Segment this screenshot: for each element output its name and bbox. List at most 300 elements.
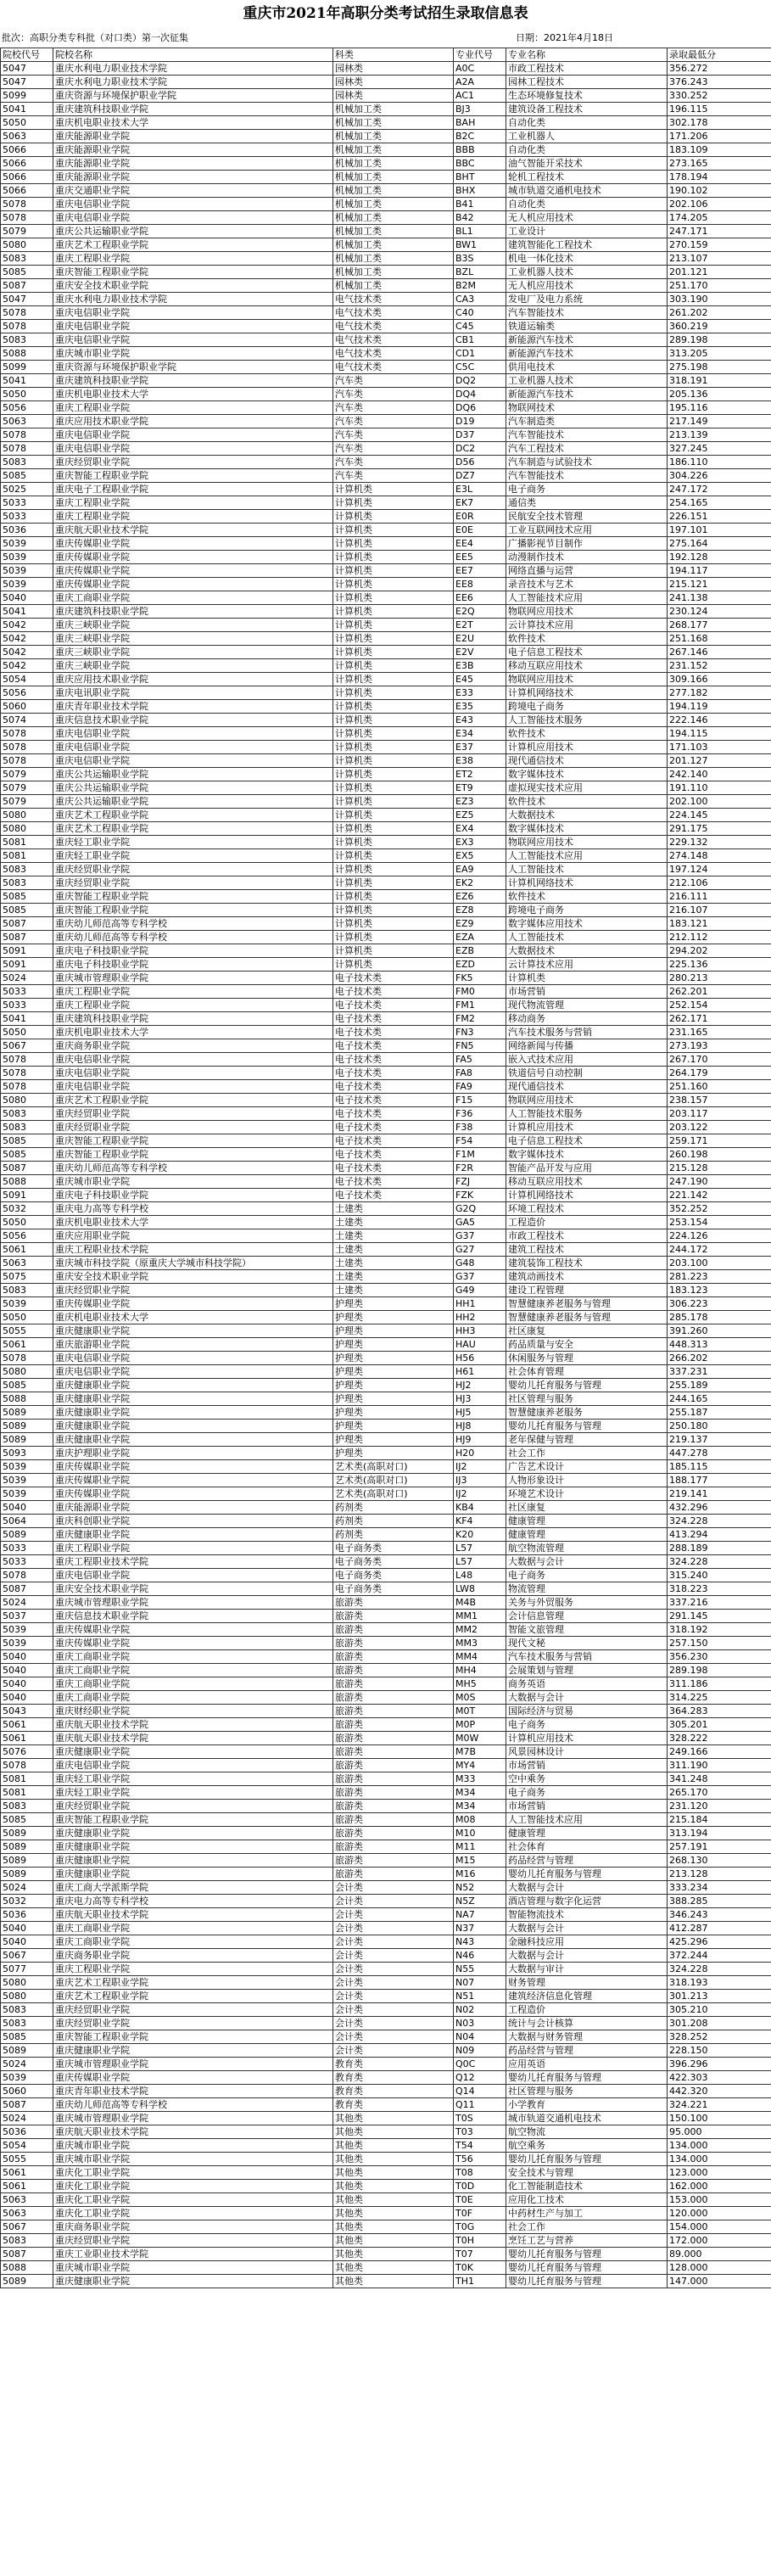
major-name-cell: 智慧健康养老服务与管理: [506, 1311, 668, 1324]
school-code-cell: 5088: [1, 1392, 53, 1406]
category-cell: 会计类: [333, 1963, 454, 1976]
table-row: [1, 2275, 771, 2288]
table-row: [1, 1922, 771, 1935]
school-name-cell: 重庆工商职业学院: [53, 1650, 333, 1664]
min-score-cell: 224.145: [668, 809, 771, 822]
category-cell: 汽车类: [333, 442, 454, 456]
major-code-cell: E45: [454, 673, 506, 686]
table-row: [1, 1067, 771, 1080]
major-code-cell: ET2: [454, 768, 506, 781]
min-score-cell: 289.198: [668, 1664, 771, 1677]
school-name-cell: 重庆商务职业学院: [53, 1949, 333, 1963]
table-row: [1, 1610, 771, 1623]
table-row: [1, 320, 771, 333]
school-name-cell: 重庆幼儿师范高等专科学校: [53, 931, 333, 944]
min-score-cell: 274.148: [668, 849, 771, 863]
school-code-cell: 5080: [1, 809, 53, 822]
school-code-cell: 5089: [1, 1868, 53, 1881]
major-name-cell: 社会体育管理: [506, 1365, 668, 1379]
major-name-cell: 汽车智能技术: [506, 469, 668, 483]
min-score-cell: 262.171: [668, 1012, 771, 1026]
major-code-cell: N5Z: [454, 1895, 506, 1908]
major-name-cell: 物流管理: [506, 1582, 668, 1596]
major-code-cell: FN3: [454, 1026, 506, 1039]
table-row: [1, 456, 771, 469]
school-name-cell: 重庆电信职业学院: [53, 198, 333, 211]
major-code-cell: ET9: [454, 781, 506, 795]
min-score-cell: 301.213: [668, 1990, 771, 2003]
category-cell: 教育类: [333, 2085, 454, 2098]
major-code-cell: EE5: [454, 551, 506, 564]
school-code-cell: 5024: [1, 2112, 53, 2125]
min-score-cell: 291.145: [668, 1610, 771, 1623]
school-name-cell: 重庆健康职业学院: [53, 1406, 333, 1420]
category-cell: 电子技术类: [333, 1012, 454, 1026]
major-name-cell: 中药材生产与加工: [506, 2207, 668, 2220]
table-row: [1, 211, 771, 225]
table-row: [1, 1189, 771, 1202]
school-code-cell: 5042: [1, 619, 53, 632]
table-row: [1, 2248, 771, 2261]
table-row: [1, 2017, 771, 2030]
min-score-cell: 195.116: [668, 401, 771, 415]
school-name-cell: 重庆电信职业学院: [53, 754, 333, 768]
table-row: [1, 306, 771, 320]
school-code-cell: 5091: [1, 944, 53, 958]
school-name-cell: 重庆航天职业技术学院: [53, 524, 333, 537]
major-name-cell: 计算机应用技术: [506, 1732, 668, 1745]
major-code-cell: FZJ: [454, 1175, 506, 1189]
school-code-cell: 5032: [1, 1895, 53, 1908]
school-name-cell: 重庆水利电力职业技术学院: [53, 76, 333, 89]
school-code-cell: 5066: [1, 171, 53, 184]
school-code-cell: 5041: [1, 103, 53, 116]
category-cell: 计算机类: [333, 741, 454, 754]
major-code-cell: N03: [454, 2017, 506, 2030]
school-name-cell: 重庆应用技术职业学院: [53, 673, 333, 686]
category-cell: 其他类: [333, 2166, 454, 2180]
school-code-cell: 5039: [1, 1460, 53, 1474]
major-name-cell: 电子商务: [506, 483, 668, 496]
school-name-cell: 重庆电子工程职业学院: [53, 483, 333, 496]
school-code-cell: 5056: [1, 401, 53, 415]
category-cell: 计算机类: [333, 578, 454, 591]
min-score-cell: 294.202: [668, 944, 771, 958]
min-score-cell: 260.198: [668, 1148, 771, 1162]
category-cell: 电子技术类: [333, 1039, 454, 1053]
table-row: [1, 551, 771, 564]
table-row: [1, 1528, 771, 1542]
major-name-cell: 发电厂及电力系统: [506, 293, 668, 306]
min-score-cell: 251.170: [668, 279, 771, 293]
category-cell: 电子技术类: [333, 1148, 454, 1162]
school-code-cell: 5024: [1, 1596, 53, 1610]
school-name-cell: 重庆健康职业学院: [53, 1868, 333, 1881]
category-cell: 会计类: [333, 2017, 454, 2030]
min-score-cell: 185.115: [668, 1460, 771, 1474]
major-code-cell: T56: [454, 2153, 506, 2166]
school-code-cell: 5050: [1, 1026, 53, 1039]
school-code-cell: 5079: [1, 225, 53, 238]
school-name-cell: 重庆健康职业学院: [53, 1528, 333, 1542]
min-score-cell: 178.194: [668, 171, 771, 184]
major-code-cell: B2C: [454, 130, 506, 143]
category-cell: 土建类: [333, 1284, 454, 1297]
major-name-cell: 工业互联网技术应用: [506, 524, 668, 537]
category-cell: 机械加工类: [333, 103, 454, 116]
category-cell: 汽车类: [333, 388, 454, 401]
table-row: [1, 1338, 771, 1352]
min-score-header: 录取最低分: [668, 48, 771, 62]
school-code-cell: 5087: [1, 1162, 53, 1175]
school-code-cell: 5061: [1, 1338, 53, 1352]
school-name-cell: 重庆机电职业技术大学: [53, 1026, 333, 1039]
school-name-cell: 重庆航天职业技术学院: [53, 1908, 333, 1922]
school-name-cell: 重庆旅游职业学院: [53, 1338, 333, 1352]
school-code-cell: 5083: [1, 333, 53, 347]
table-row: [1, 1392, 771, 1406]
category-cell: 园林类: [333, 89, 454, 103]
table-row: [1, 1270, 771, 1284]
school-name-cell: 重庆城市科技学院（原重庆大学城市科技学院）: [53, 1257, 333, 1270]
school-name-cell: 重庆航天职业技术学院: [53, 1718, 333, 1732]
min-score-cell: 324.228: [668, 1963, 771, 1976]
category-cell: 护理类: [333, 1447, 454, 1460]
min-score-cell: 425.296: [668, 1935, 771, 1949]
school-name-cell: 重庆智能工程职业学院: [53, 1148, 333, 1162]
school-name-cell: 重庆航天职业技术学院: [53, 1732, 333, 1745]
min-score-cell: 264.179: [668, 1067, 771, 1080]
major-code-cell: T0F: [454, 2207, 506, 2220]
category-cell: 机械加工类: [333, 184, 454, 198]
category-cell: 电子技术类: [333, 985, 454, 999]
category-cell: 其他类: [333, 2193, 454, 2207]
major-name-cell: 烹饪工艺与营养: [506, 2234, 668, 2248]
major-name-cell: 人工智能技术应用: [506, 849, 668, 863]
school-name-cell: 重庆工商大学派斯学院: [53, 1881, 333, 1895]
table-row: [1, 632, 771, 646]
category-cell: 旅游类: [333, 1677, 454, 1691]
table-row: [1, 1243, 771, 1257]
school-name-cell: 重庆机电职业技术大学: [53, 116, 333, 130]
school-name-cell: 重庆应用职业学院: [53, 1229, 333, 1243]
major-name-cell: 物联网应用技术: [506, 836, 668, 849]
category-cell: 艺术类(高职对口): [333, 1474, 454, 1487]
table-row: [1, 1229, 771, 1243]
category-cell: 计算机类: [333, 714, 454, 727]
school-code-cell: 5037: [1, 1610, 53, 1623]
major-name-cell: 网络新闻与传播: [506, 1039, 668, 1053]
category-cell: 旅游类: [333, 1854, 454, 1868]
category-cell: 旅游类: [333, 1705, 454, 1718]
school-code-cell: 5087: [1, 917, 53, 931]
min-score-cell: 183.123: [668, 1284, 771, 1297]
category-cell: 会计类: [333, 1908, 454, 1922]
table-row: [1, 483, 771, 496]
min-score-cell: 154.000: [668, 2220, 771, 2234]
major-code-cell: F38: [454, 1121, 506, 1134]
school-code-cell: 5091: [1, 958, 53, 972]
major-code-cell: G37: [454, 1229, 506, 1243]
category-cell: 会计类: [333, 2044, 454, 2058]
school-code-cell: 5085: [1, 266, 53, 279]
major-code-cell: E35: [454, 700, 506, 714]
min-score-cell: 150.100: [668, 2112, 771, 2125]
category-cell: 电子商务类: [333, 1542, 454, 1555]
min-score-cell: 267.146: [668, 646, 771, 659]
school-name-cell: 重庆工程职业技术学院: [53, 1243, 333, 1257]
major-name-cell: 健康管理: [506, 1827, 668, 1840]
table-row: [1, 2125, 771, 2139]
table-row: [1, 2030, 771, 2044]
major-code-cell: T0H: [454, 2234, 506, 2248]
major-name-cell: 大数据与会计: [506, 1881, 668, 1895]
school-name-cell: 重庆电力高等专科学校: [53, 1895, 333, 1908]
min-score-cell: 318.223: [668, 1582, 771, 1596]
major-name-cell: 新能源汽车技术: [506, 347, 668, 361]
table-row: [1, 591, 771, 605]
major-name-cell: 风景园林设计: [506, 1745, 668, 1759]
school-name-cell: 重庆商务职业学院: [53, 1039, 333, 1053]
table-row: [1, 1596, 771, 1610]
min-score-cell: 188.177: [668, 1474, 771, 1487]
school-code-cell: 5087: [1, 931, 53, 944]
min-score-cell: 289.198: [668, 333, 771, 347]
school-name-cell: 重庆安全技术职业学院: [53, 1582, 333, 1596]
major-name-cell: 数字媒体技术: [506, 768, 668, 781]
min-score-cell: 244.172: [668, 1243, 771, 1257]
school-name-cell: 重庆传媒职业学院: [53, 1297, 333, 1311]
category-cell: 计算机类: [333, 822, 454, 836]
school-name-cell: 重庆传媒职业学院: [53, 1474, 333, 1487]
min-score-cell: 396.296: [668, 2058, 771, 2071]
min-score-cell: 324.228: [668, 1515, 771, 1528]
min-score-cell: 203.117: [668, 1107, 771, 1121]
min-score-cell: 270.159: [668, 238, 771, 252]
category-cell: 计算机类: [333, 768, 454, 781]
table-row: [1, 293, 771, 306]
school-code-cell: 5033: [1, 496, 53, 510]
table-row: [1, 333, 771, 347]
school-name-cell: 重庆城市管理职业学院: [53, 1596, 333, 1610]
major-name-cell: 软件技术: [506, 795, 668, 809]
school-name-cell: 重庆电信职业学院: [53, 211, 333, 225]
major-code-cell: F36: [454, 1107, 506, 1121]
category-cell: 园林类: [333, 76, 454, 89]
min-score-cell: 238.157: [668, 1094, 771, 1107]
school-code-cell: 5080: [1, 1365, 53, 1379]
min-score-cell: 194.119: [668, 700, 771, 714]
major-name-cell: 电子信息工程技术: [506, 646, 668, 659]
school-code-cell: 5042: [1, 632, 53, 646]
major-code-cell: E2Q: [454, 605, 506, 619]
category-cell: 计算机类: [333, 754, 454, 768]
category-cell: 土建类: [333, 1229, 454, 1243]
school-code-cell: 5047: [1, 62, 53, 76]
school-name-cell: 重庆艺术工程职业学院: [53, 1976, 333, 1990]
min-score-cell: 288.189: [668, 1542, 771, 1555]
min-score-cell: 162.000: [668, 2180, 771, 2193]
table-row: [1, 143, 771, 157]
school-code-cell: 5040: [1, 1650, 53, 1664]
major-name-cell: 广告艺术设计: [506, 1460, 668, 1474]
major-code-cell: N04: [454, 2030, 506, 2044]
table-row: [1, 252, 771, 266]
major-code-cell: T0E: [454, 2193, 506, 2207]
school-code-cell: 5039: [1, 578, 53, 591]
major-name-cell: 动漫制作技术: [506, 551, 668, 564]
major-code-cell: BJ3: [454, 103, 506, 116]
school-name-cell: 重庆电信职业学院: [53, 1053, 333, 1067]
table-row: [1, 1895, 771, 1908]
min-score-cell: 432.296: [668, 1501, 771, 1515]
min-score-cell: 268.177: [668, 619, 771, 632]
min-score-cell: 183.109: [668, 143, 771, 157]
min-score-cell: 244.165: [668, 1392, 771, 1406]
table-row: [1, 415, 771, 428]
min-score-cell: 254.165: [668, 496, 771, 510]
table-row: [1, 700, 771, 714]
major-code-cell: LW8: [454, 1582, 506, 1596]
major-name-cell: 跨境电子商务: [506, 700, 668, 714]
min-score-cell: 305.210: [668, 2003, 771, 2017]
major-name-cell: 金融科技应用: [506, 1935, 668, 1949]
school-name-cell: 重庆健康职业学院: [53, 2044, 333, 2058]
table-row: [1, 1691, 771, 1705]
school-code-cell: 5040: [1, 1922, 53, 1935]
major-name-cell: 汽车智能技术: [506, 306, 668, 320]
category-cell: 计算机类: [333, 795, 454, 809]
min-score-cell: 259.171: [668, 1134, 771, 1148]
school-name-cell: 重庆传媒职业学院: [53, 1637, 333, 1650]
school-name-cell: 重庆智能工程职业学院: [53, 1813, 333, 1827]
major-code-cell: EE7: [454, 564, 506, 578]
major-code-cell: T08: [454, 2166, 506, 2180]
school-code-cell: 5040: [1, 1935, 53, 1949]
min-score-cell: 226.151: [668, 510, 771, 524]
min-score-cell: 186.110: [668, 456, 771, 469]
table-row: [1, 741, 771, 754]
major-name-cell: 自动化类: [506, 116, 668, 130]
major-code-cell: T0D: [454, 2180, 506, 2193]
category-cell: 旅游类: [333, 1610, 454, 1623]
min-score-cell: 120.000: [668, 2207, 771, 2220]
min-score-cell: 215.121: [668, 578, 771, 591]
min-score-cell: 448.313: [668, 1338, 771, 1352]
major-code-cell: MM1: [454, 1610, 506, 1623]
table-row: [1, 1963, 771, 1976]
category-cell: 计算机类: [333, 809, 454, 822]
major-name-cell: 现代通信技术: [506, 1080, 668, 1094]
table-row: [1, 469, 771, 483]
school-code-cell: 5040: [1, 591, 53, 605]
category-cell: 计算机类: [333, 510, 454, 524]
major-name-cell: 市场营销: [506, 1800, 668, 1813]
major-code-cell: N43: [454, 1935, 506, 1949]
table-row: [1, 2085, 771, 2098]
school-name-cell: 重庆城市职业学院: [53, 2139, 333, 2153]
school-code-cell: 5093: [1, 1447, 53, 1460]
table-row: [1, 1759, 771, 1772]
school-code-cell: 5085: [1, 1813, 53, 1827]
category-cell: 护理类: [333, 1392, 454, 1406]
min-score-cell: 231.165: [668, 1026, 771, 1039]
major-name-cell: 轮机工程技术: [506, 171, 668, 184]
category-cell: 机械加工类: [333, 238, 454, 252]
major-code-cell: HH2: [454, 1311, 506, 1324]
table-row: [1, 1908, 771, 1922]
major-code-cell: D19: [454, 415, 506, 428]
school-code-cell: 5039: [1, 1637, 53, 1650]
category-cell: 机械加工类: [333, 171, 454, 184]
table-row: [1, 1555, 771, 1569]
major-code-cell: E43: [454, 714, 506, 727]
school-name-cell: 重庆智能工程职业学院: [53, 904, 333, 917]
min-score-cell: 356.230: [668, 1650, 771, 1664]
major-name-cell: 无人机应用技术: [506, 211, 668, 225]
major-name-cell: 大数据与财务管理: [506, 2030, 668, 2044]
min-score-cell: 313.205: [668, 347, 771, 361]
table-row: [1, 1542, 771, 1555]
min-score-cell: 250.180: [668, 1420, 771, 1433]
major-name-cell: 人工智能技术服务: [506, 714, 668, 727]
category-cell: 电子技术类: [333, 999, 454, 1012]
school-name-cell: 重庆机电职业技术大学: [53, 1311, 333, 1324]
major-code-cell: FM0: [454, 985, 506, 999]
major-name-cell: 通信类: [506, 496, 668, 510]
school-code-cell: 5088: [1, 1175, 53, 1189]
min-score-cell: 171.206: [668, 130, 771, 143]
min-score-cell: 257.191: [668, 1840, 771, 1854]
table-row: [1, 524, 771, 537]
min-score-cell: 251.168: [668, 632, 771, 646]
school-code-cell: 5075: [1, 1270, 53, 1284]
min-score-cell: 201.121: [668, 266, 771, 279]
school-name-cell: 重庆应用技术职业学院: [53, 415, 333, 428]
school-name-cell: 重庆科创职业学院: [53, 1515, 333, 1528]
major-name-cell: 现代文秘: [506, 1637, 668, 1650]
min-score-cell: 219.141: [668, 1487, 771, 1501]
school-name-header: 院校名称: [53, 48, 333, 62]
table-row: [1, 809, 771, 822]
table-row: [1, 157, 771, 171]
min-score-cell: 202.100: [668, 795, 771, 809]
school-code-cell: 5061: [1, 1718, 53, 1732]
major-code-cell: FK5: [454, 972, 506, 985]
major-name-cell: 移动互联应用技术: [506, 1175, 668, 1189]
table-row: [1, 2098, 771, 2112]
table-row: [1, 279, 771, 293]
major-name-cell: 婴幼儿托育服务与管理: [506, 2275, 668, 2288]
min-score-cell: 215.128: [668, 1162, 771, 1175]
major-name-cell: 建筑设备工程技术: [506, 103, 668, 116]
table-row: [1, 2153, 771, 2166]
category-cell: 其他类: [333, 2248, 454, 2261]
min-score-cell: 224.126: [668, 1229, 771, 1243]
school-name-cell: 重庆电信职业学院: [53, 428, 333, 442]
table-row: [1, 89, 771, 103]
school-name-cell: 重庆经贸职业学院: [53, 1284, 333, 1297]
major-code-cell: EE4: [454, 537, 506, 551]
school-name-cell: 重庆智能工程职业学院: [53, 890, 333, 904]
major-code-cell: T07: [454, 2248, 506, 2261]
min-score-cell: 194.117: [668, 564, 771, 578]
school-code-cell: 5083: [1, 2017, 53, 2030]
min-score-cell: 333.234: [668, 1881, 771, 1895]
min-score-cell: 257.150: [668, 1637, 771, 1650]
school-code-cell: 5039: [1, 1623, 53, 1637]
school-code-cell: 5077: [1, 1963, 53, 1976]
